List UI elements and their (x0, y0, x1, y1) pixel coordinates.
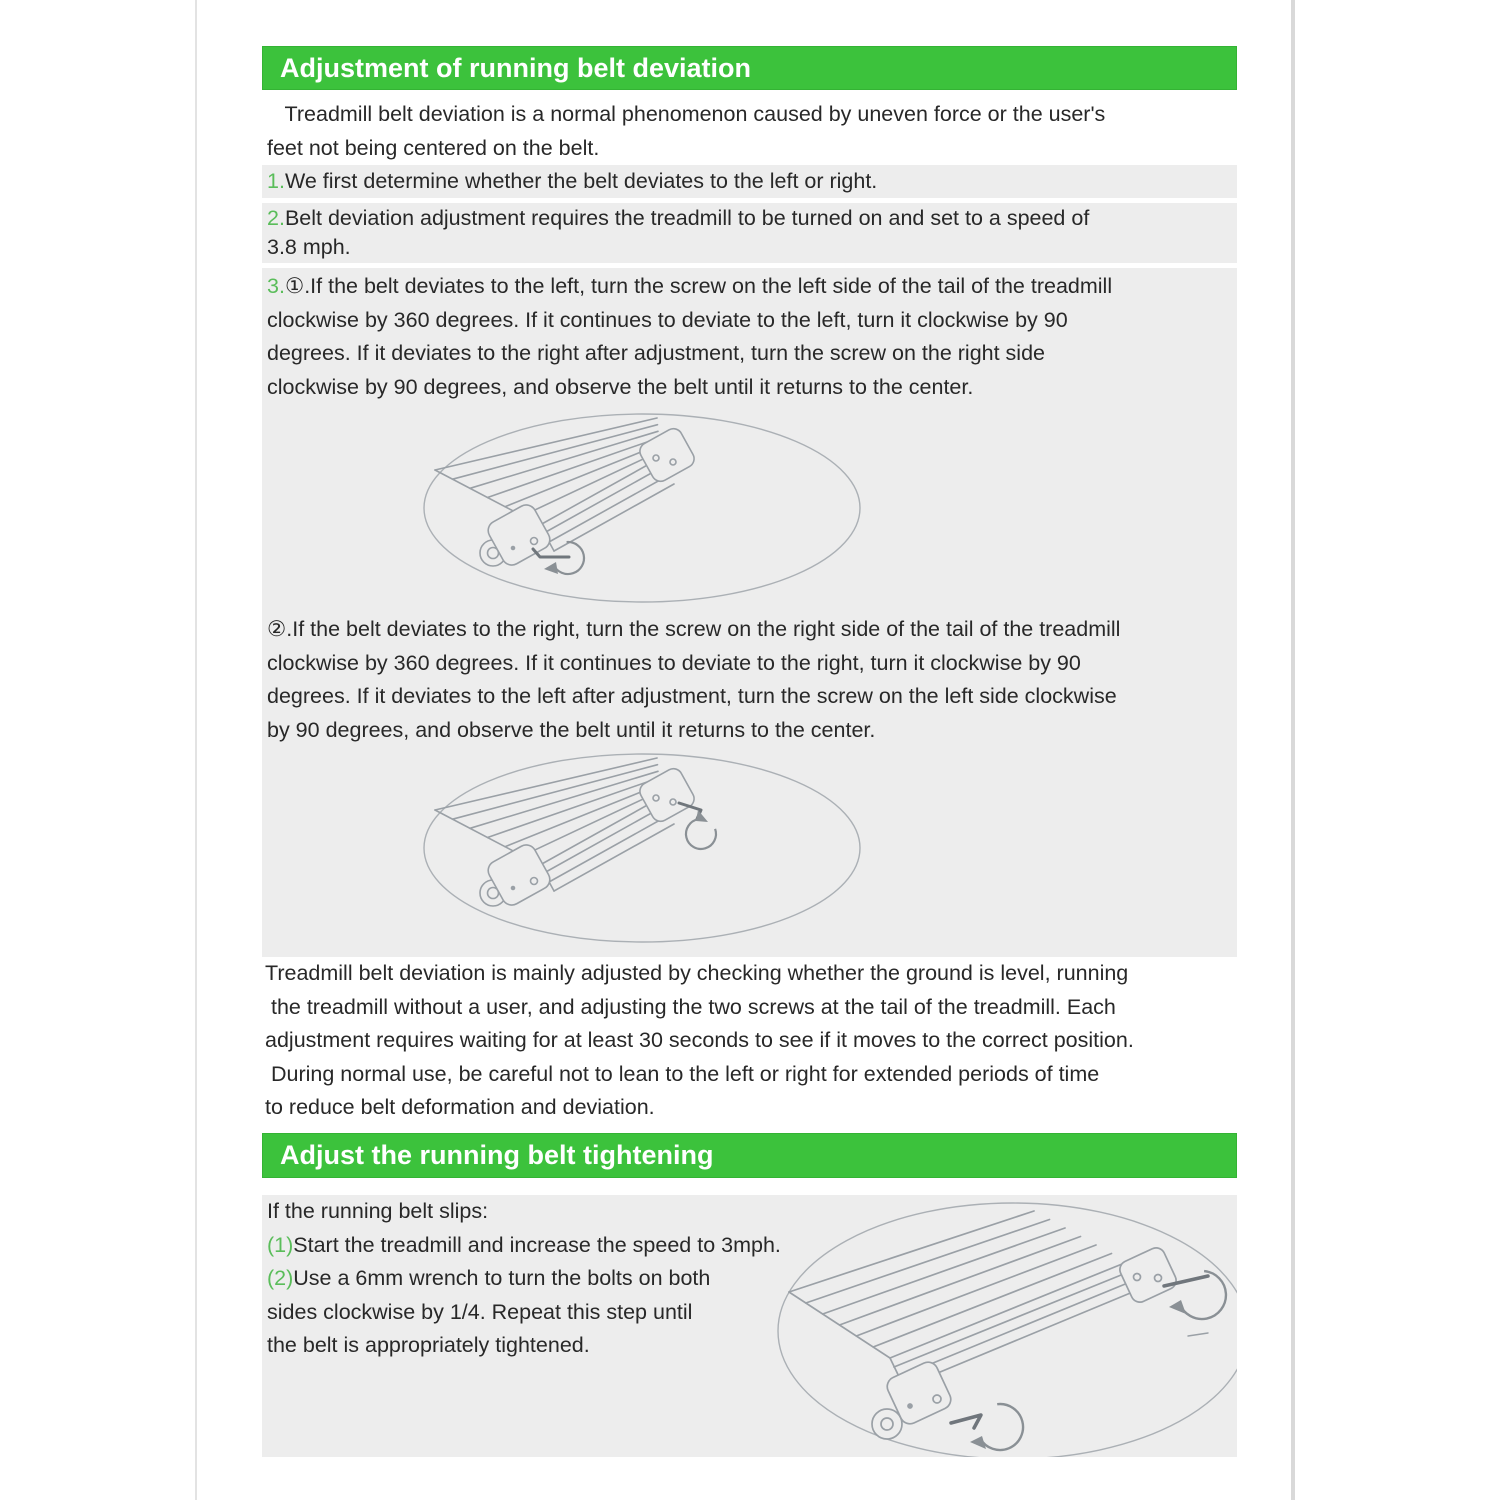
intro-paragraph (262, 98, 1237, 165)
treadmill-left-screw-illustration (380, 410, 900, 610)
step-text: Use a 6mm wrench to turn the bolts on both (293, 1266, 711, 1290)
step-text: We first determine whether the belt deviates to the left or right. (284, 169, 878, 193)
text-line: ②.If the belt deviates to the right, turn the screw on the right side of the tail of the treadmill (267, 617, 1121, 641)
text-line: the belt is appropriately tightened. (267, 1333, 590, 1357)
text-line: the treadmill without a user, and adjusting the two screws at the tail of the treadmill. Each (265, 994, 1116, 1019)
step-number: 3. (267, 274, 285, 298)
step-text: Belt deviation adjustment requires the treadmill to be turned on and set to a speed of (284, 206, 1090, 230)
step-3-strip (262, 268, 1237, 957)
section-title: Adjust the running belt tightening (280, 1140, 714, 1170)
text-line: to reduce belt deformation and deviation. (265, 1095, 655, 1119)
tightening-strip (262, 1195, 1237, 1457)
step-2-strip (262, 203, 1237, 263)
text-line: Treadmill belt deviation is mainly adjusted by checking whether the ground is level, running (265, 961, 1129, 985)
section-header-deviation (262, 46, 1237, 90)
allen-key-left (951, 1415, 981, 1428)
step-number: 1. (267, 169, 285, 193)
closing-paragraph (262, 957, 1237, 1125)
text-line: degrees. If it deviates to the right after adjustment, turn the screw on the right side (267, 341, 1045, 365)
treadmill-right-screw-illustration (380, 750, 900, 950)
text-line (262, 204, 1237, 233)
section-header-tightening (262, 1133, 1237, 1178)
text-line: Treadmill belt deviation is a normal phenomenon caused by uneven force or the user's (267, 102, 1106, 126)
text-line: feet not being centered on the belt. (267, 135, 600, 160)
text-line: clockwise by 90 degrees, and observe the belt until it returns to the center. (267, 374, 974, 399)
page-content (262, 0, 1237, 1500)
step-text: ①.If the belt deviates to the left, turn the screw on the left side of the tail of the treadmill (284, 274, 1113, 298)
text-line (262, 270, 1237, 304)
text-line: degrees. If it deviates to the left after adjustment, turn the screw on the left side clockwise (267, 684, 1117, 708)
clockwise-arrow-left (970, 1404, 1023, 1450)
page-right-border (1291, 0, 1295, 1500)
clockwise-arrow (686, 810, 716, 849)
text-line: by 90 degrees, and observe the belt until it returns to the center. (267, 717, 876, 742)
text-line: If the running belt slips: (267, 1199, 489, 1223)
step-number: (2) (267, 1266, 294, 1290)
text-line: clockwise by 360 degrees. If it continues to deviate to the left, turn it clockwise by 90 (267, 307, 1068, 332)
treadmill-both-screws-illustration (760, 1195, 1237, 1457)
step-text: Start the treadmill and increase the speed to 3mph. (293, 1232, 781, 1257)
step-1-strip (262, 165, 1237, 198)
text-line (262, 165, 1237, 198)
step-number: (1) (267, 1232, 294, 1257)
text-line: clockwise by 360 degrees. If it continues to deviate to the right, turn it clockwise by 90 (267, 650, 1081, 675)
text-line: sides clockwise by 1/4. Repeat this step until (267, 1299, 693, 1324)
text-line: adjustment requires waiting for at least 30 seconds to see if it moves to the correct position. (265, 1028, 1134, 1052)
text-line: 3.8 mph. (267, 235, 351, 259)
page-left-border (195, 0, 197, 1500)
step-number: 2. (267, 206, 285, 230)
step-3b-paragraph (262, 613, 1237, 747)
section-title: Adjustment of running belt deviation (280, 52, 751, 83)
text-line: During normal use, be careful not to lean to the left or right for extended periods of time (265, 1061, 1100, 1086)
